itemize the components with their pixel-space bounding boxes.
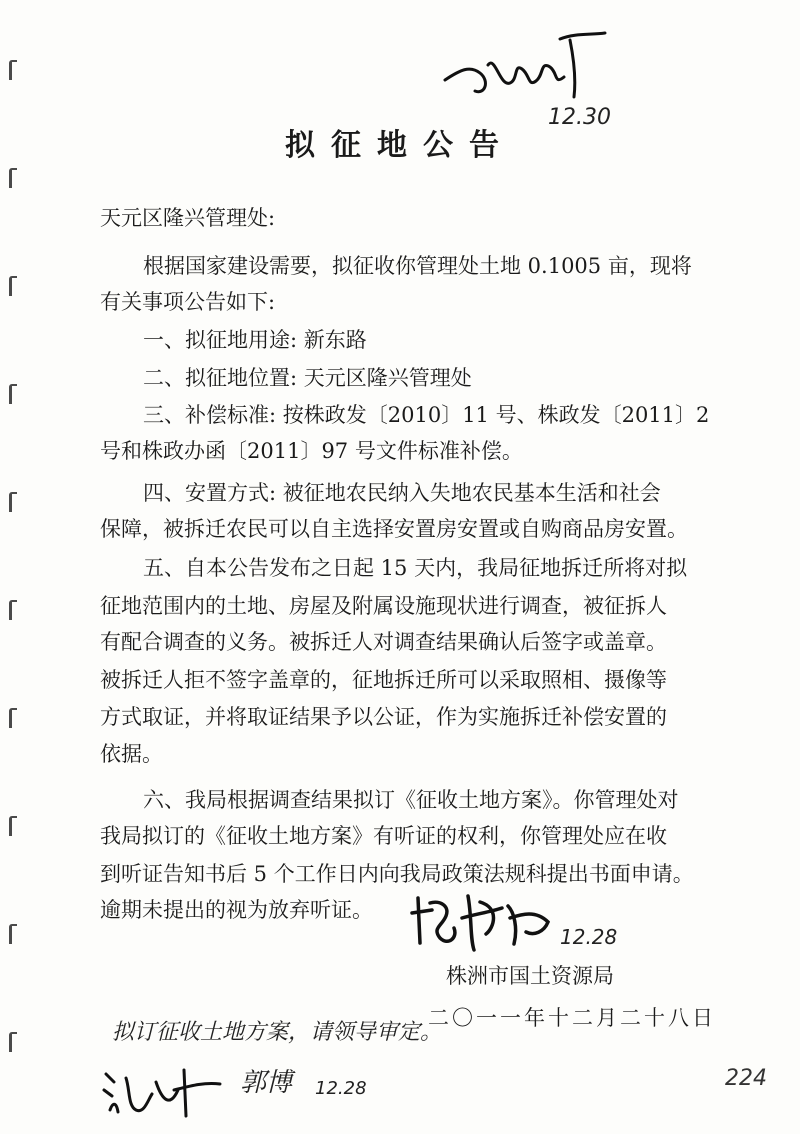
body-line: 到听证告知书后 5 个工作日内向我局政策法规科提出书面申请。: [100, 862, 694, 886]
handwritten-signature-top: [440, 25, 610, 105]
body-line: 号和株政办函〔2011〕97 号文件标准补偿。: [100, 439, 523, 463]
punch-mark: [9, 924, 17, 944]
body-line: 依据。: [100, 742, 163, 766]
handwritten-signature-middle: [410, 888, 560, 958]
handwritten-signature-bottom: [100, 1060, 230, 1120]
body-line: 有配合调查的义务。被拆迁人对调查结果确认后签字或盖章。: [100, 630, 667, 654]
punch-mark: [9, 384, 17, 404]
issue-date: 二〇一一年十二月二十八日: [428, 1006, 716, 1030]
body-line: 我局拟订的《征收土地方案》有听证的权利，你管理处应在收: [100, 824, 667, 848]
punch-mark: [9, 60, 17, 80]
body-line: 根据国家建设需要，拟征收你管理处土地 0.1005 亩，现将: [143, 254, 692, 278]
punch-mark: [9, 168, 17, 188]
body-line: 四、安置方式: 被征地农民纳入失地农民基本生活和社会: [143, 481, 661, 505]
body-line: 保障，被拆迁农民可以自主选择安置房安置或自购商品房安置。: [100, 517, 688, 541]
signature-date: 12.28: [560, 925, 618, 949]
punch-mark: [9, 492, 17, 512]
top-date: 12.30: [548, 105, 611, 130]
bottom-signer: 郭博: [240, 1068, 293, 1098]
punch-mark: [9, 600, 17, 620]
body-line: 二、拟征地位置: 天元区隆兴管理处: [143, 366, 472, 390]
handwritten-comment: 拟订征收土地方案，请领导审定。: [112, 1020, 443, 1045]
punch-mark: [9, 816, 17, 836]
body-line: 方式取证，并将取证结果予以公证，作为实施拆迁补偿安置的: [100, 705, 667, 729]
body-line: 征地范围内的土地、房屋及附属设施现状进行调查，被征拆人: [100, 594, 667, 618]
body-line: 三、补偿标准: 按株政发〔2010〕11 号、株政发〔2011〕2: [143, 403, 710, 427]
addressee: 天元区隆兴管理处:: [100, 206, 276, 230]
punch-mark: [9, 708, 17, 728]
body-line: 一、拟征地用途: 新东路: [143, 328, 367, 352]
body-line: 有关事项公告如下:: [100, 290, 276, 314]
bottom-date: 12.28: [315, 1078, 367, 1099]
body-line: 六、我局根据调查结果拟订《征收土地方案》。你管理处对: [143, 788, 679, 812]
issuer: 株洲市国土资源局: [446, 964, 614, 988]
body-line: 被拆迁人拒不签字盖章的，征地拆迁所可以采取照相、摄像等: [100, 668, 667, 692]
document-title: 拟征地公告: [285, 128, 515, 163]
punch-mark: [9, 1032, 17, 1052]
body-line: 五、自本公告发布之日起 15 天内，我局征地拆迁所将对拟: [143, 556, 688, 580]
punch-mark: [9, 276, 17, 296]
page-number: 224: [725, 1066, 767, 1091]
body-line: 逾期未提出的视为放弃听证。: [100, 898, 373, 922]
